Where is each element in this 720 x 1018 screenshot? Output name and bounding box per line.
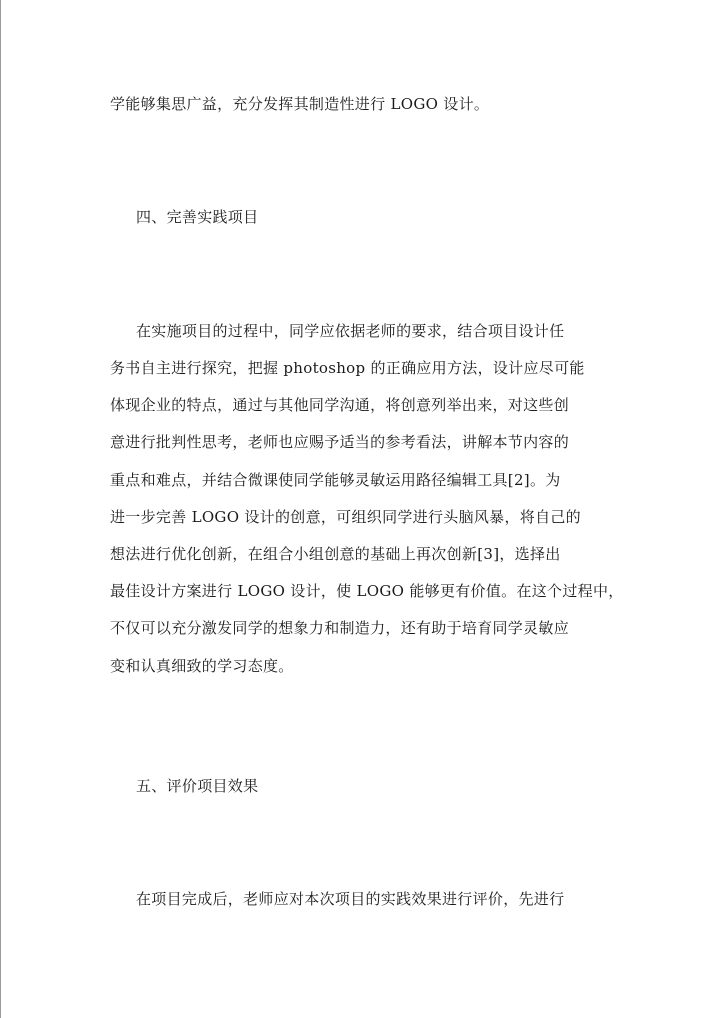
paragraph-line: 进一步完善 LOGO 设计的创意，可组织同学进行头脑风暴，将自己的 (110, 508, 581, 526)
page-edge (0, 0, 1, 1018)
paragraph-line: 想法进行优化创新，在组合小组创意的基础上再次创新[3]，选择出 (110, 545, 561, 563)
paragraph-line: 体现企业的特点，通过与其他同学沟通，将创意列举出来，对这些创 (110, 396, 570, 414)
paragraph-line: 变和认真细致的学习态度。 (110, 657, 294, 675)
paragraph-line: 在实施项目的过程中，同学应依据老师的要求，结合项目设计任 (136, 322, 565, 340)
paragraph-line: 务书自主进行探究，把握 photoshop 的正确应用方法，设计应尽可能 (110, 359, 585, 377)
paragraph-line: 在项目完成后，老师应对本次项目的实践效果进行评价，先进行 (136, 890, 565, 908)
paragraph-line: 不仅可以充分激发同学的想象力和制造力，还有助于培育同学灵敏应 (110, 619, 570, 637)
paragraph-line: 重点和难点，并结合微课使同学能够灵敏运用路径编辑工具[2]。为 (110, 471, 561, 489)
intro-line: 学能够集思广益，充分发挥其制造性进行 LOGO 设计。 (110, 95, 490, 113)
paragraph-line: 最佳设计方案进行 LOGO 设计，使 LOGO 能够更有价值。在这个过程中， (110, 582, 624, 600)
paragraph-line: 意进行批判性思考，老师也应赐予适当的参考看法，讲解本节内容的 (110, 433, 570, 451)
section-5-heading: 五、评价项目效果 (136, 777, 259, 795)
section-4-heading: 四、完善实践项目 (136, 208, 259, 226)
